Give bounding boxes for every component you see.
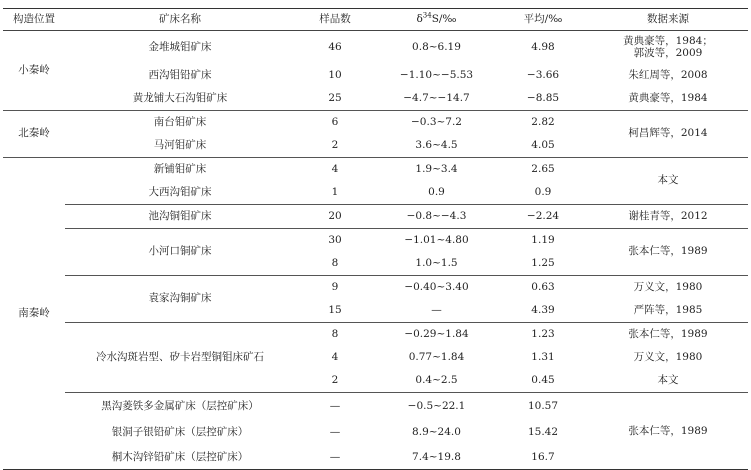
- data-source: 张本仁等，1989: [588, 228, 748, 275]
- delta-range: −1.01~4.80: [404, 233, 469, 246]
- delta-range: 7.4~19.8: [375, 446, 498, 470]
- sample-count: —: [329, 399, 341, 412]
- average-value: −2.24: [498, 204, 588, 228]
- sample-count: 6: [331, 115, 339, 128]
- table-row: [3, 31, 748, 64]
- average-value: 1.31: [531, 350, 555, 363]
- sample-count: 30: [328, 233, 342, 246]
- delta-range: 1.0~1.5: [375, 252, 498, 276]
- delta-range: −0.5~22.1: [407, 399, 466, 412]
- group-label-xiaoqinling: 小秦岭: [3, 31, 65, 111]
- col-header-delta: [375, 9, 498, 31]
- deposit-name: 黑沟菱铁多金属矿床（层控矿床）: [101, 399, 259, 412]
- delta-range: −0.29~1.84: [404, 327, 469, 340]
- average-value: 10.57: [527, 399, 559, 412]
- group-label-nanqinling: 南秦岭: [3, 157, 65, 470]
- average-value: 2.82: [531, 115, 555, 128]
- sample-count: 1: [295, 181, 375, 205]
- table-row: [3, 322, 748, 346]
- col-header-deposit: 矿床名称: [65, 9, 295, 31]
- average-value: −8.85: [498, 87, 588, 111]
- sample-count: 25: [295, 87, 375, 111]
- data-source: 谢桂青等，2012: [588, 204, 748, 228]
- data-source: 万义文，1980: [633, 350, 703, 363]
- average-value: 0.45: [498, 369, 588, 393]
- deposit-name: 池沟铜钼矿床: [65, 204, 295, 228]
- data-source: 万义文，1980: [633, 280, 703, 293]
- deposit-name: 南台钼矿床: [153, 115, 207, 128]
- sample-count: 2: [295, 134, 375, 158]
- data-source: 张本仁等，1989: [628, 327, 708, 340]
- sample-count: 46: [328, 41, 342, 54]
- sample-count: 8: [295, 252, 375, 276]
- table-row: [3, 64, 748, 87]
- average-value: 1.19: [531, 233, 555, 246]
- data-source: 本文: [588, 157, 748, 204]
- delta-range: −0.40~3.40: [404, 280, 469, 293]
- deposit-name: 黄龙铺大石沟钼矿床: [65, 87, 295, 111]
- delta-range: −4.7~−14.7: [375, 87, 498, 111]
- delta-range: 1.9~3.4: [415, 162, 458, 175]
- delta-range: 8.9~24.0: [412, 426, 461, 439]
- sample-count: 10: [328, 68, 342, 81]
- sulfur-isotope-table: [3, 8, 748, 470]
- table-row: [3, 228, 748, 252]
- average-value: 4.39: [498, 299, 588, 323]
- average-value: 0.9: [498, 181, 588, 205]
- delta-range: −1.10~−5.53: [399, 68, 474, 81]
- data-source: 黄典豪等，1984； 郭波等，2009: [623, 35, 713, 60]
- deposit-name: 大西沟钼矿床: [65, 181, 295, 205]
- header-row: [3, 9, 748, 31]
- deposit-name: 桐木沟锌铅矿床（层控矿床）: [65, 446, 295, 470]
- deposit-name: 小河口铜矿床: [65, 228, 295, 275]
- delta-symbol: δ: [416, 13, 423, 26]
- delta-range: −0.8~−4.3: [375, 204, 498, 228]
- sample-count: 2: [295, 369, 375, 393]
- average-value: 4.98: [531, 41, 555, 54]
- delta-range: 3.6~4.5: [375, 134, 498, 158]
- table-row: [3, 392, 748, 419]
- col-header-average: 平均/‰: [498, 9, 588, 31]
- deposit-name: 银洞子银铅矿床（层控矿床）: [111, 426, 249, 439]
- table-row: [3, 87, 748, 111]
- average-value: 1.25: [498, 252, 588, 276]
- delta-range: 0.8~6.19: [412, 41, 461, 54]
- average-value: −3.66: [526, 68, 560, 81]
- average-value: 16.7: [498, 446, 588, 470]
- average-value: 15.42: [527, 426, 559, 439]
- sulfur-isotope-table-container: [3, 8, 748, 470]
- data-source: 张本仁等，1989: [588, 392, 748, 470]
- deposit-name: 新铺钼矿床: [153, 162, 207, 175]
- sample-count: —: [329, 426, 341, 439]
- table-row: [3, 157, 748, 181]
- sample-count: 4: [331, 350, 339, 363]
- deposit-name: 金堆城钼矿床: [148, 41, 212, 54]
- data-source: 柯昌辉等，2014: [588, 110, 748, 157]
- delta-range: 0.4~2.5: [375, 369, 498, 393]
- delta-superscript: 34: [422, 11, 432, 20]
- data-source: 严阵等，1985: [588, 299, 748, 323]
- deposit-name: 冷水沟斑岩型、矽卡岩型铜钼床矿石: [65, 322, 295, 392]
- sample-count: —: [295, 446, 375, 470]
- sample-count: 20: [295, 204, 375, 228]
- average-value: 2.65: [531, 162, 555, 175]
- average-value: 4.05: [498, 134, 588, 158]
- delta-unit: S/‰: [431, 13, 457, 26]
- delta-range: 0.77~1.84: [408, 350, 465, 363]
- deposit-name: 袁家沟铜矿床: [65, 275, 295, 322]
- delta-range: —: [375, 299, 498, 323]
- average-value: 1.23: [531, 327, 555, 340]
- data-source: 本文: [588, 369, 748, 393]
- col-header-position: 构造位置: [3, 9, 65, 31]
- delta-range: 0.9: [375, 181, 498, 205]
- col-header-samples: 样品数: [295, 9, 375, 31]
- data-source: 朱红周等，2008: [628, 68, 708, 81]
- sample-count: 9: [331, 280, 339, 293]
- delta-range: −0.3~7.2: [411, 115, 462, 128]
- table-row: [3, 204, 748, 228]
- table-row: [3, 275, 748, 299]
- deposit-name: 西沟钼铅矿床: [148, 68, 212, 81]
- group-label-beiqinling: 北秦岭: [3, 110, 65, 157]
- sample-count: 4: [331, 162, 339, 175]
- sample-count: 15: [295, 299, 375, 323]
- deposit-name: 马河钼矿床: [65, 134, 295, 158]
- data-source: 黄典豪等，1984: [588, 87, 748, 111]
- sample-count: 8: [331, 327, 339, 340]
- average-value: 0.63: [531, 280, 555, 293]
- col-header-source: 数据来源: [588, 9, 748, 31]
- table-row: [3, 110, 748, 134]
